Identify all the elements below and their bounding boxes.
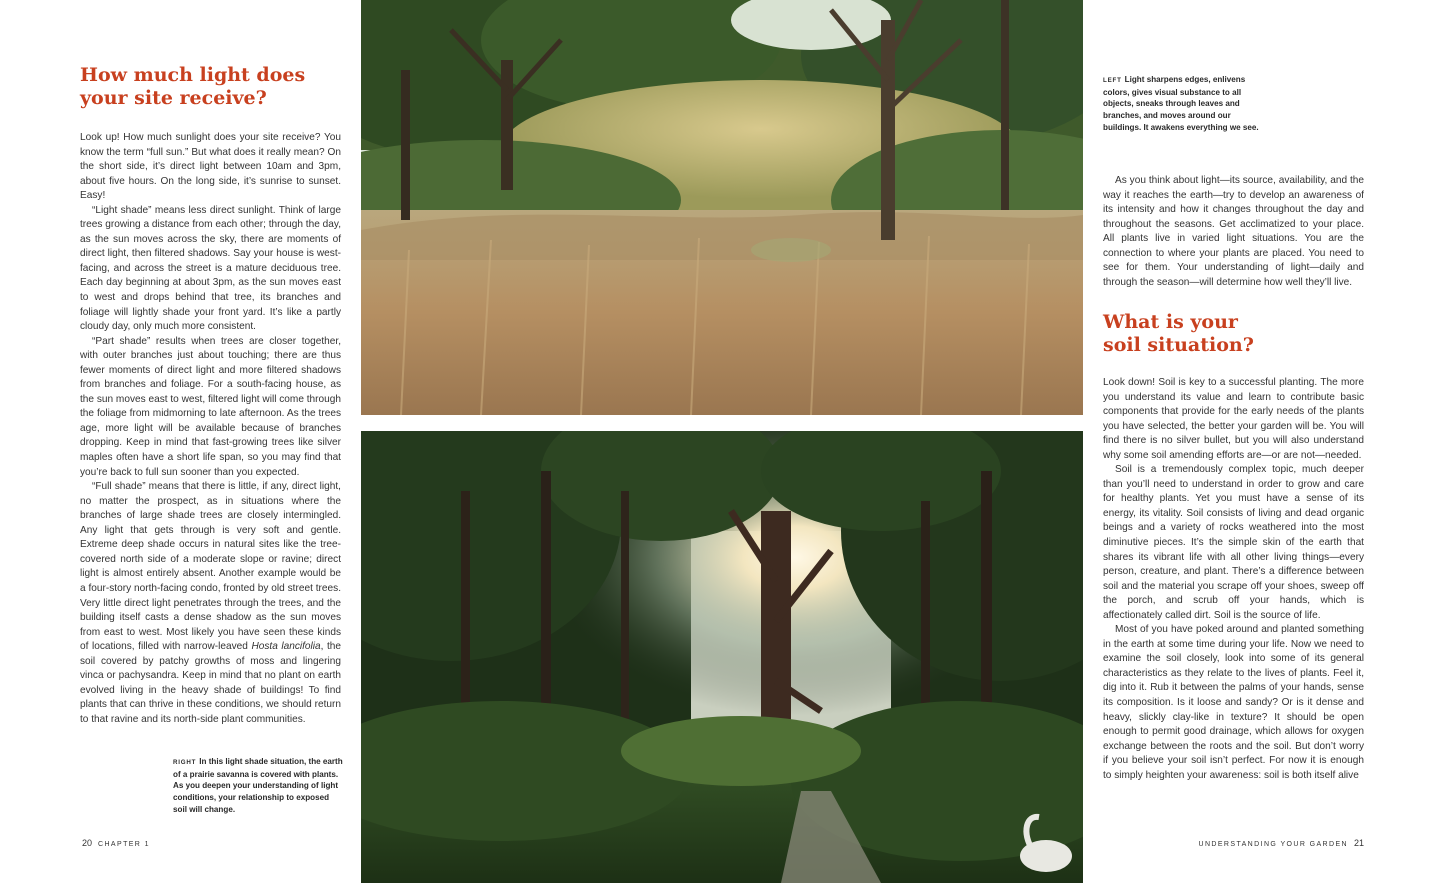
caption-direction-tag: LEFT — [1103, 77, 1122, 84]
woodland-sunlight-image — [361, 431, 1083, 883]
photo-caption-left — [1103, 74, 1263, 134]
prairie-savanna-photo — [361, 0, 1083, 415]
page-number: 20 — [82, 838, 93, 848]
photo-caption-right — [173, 756, 343, 816]
body-paragraph: Look down! Soil is key to a successful planting. The more you understand its value and learn to contribute basic components that provide for the early needs of the plants you have selected, the better your garden will be. You will find there is no silver bullet, but you will also understand why some soil amending efforts are—or are not—needed. — [1103, 377, 1364, 461]
body-paragraph: Soil is a tremendously complex topic, much deeper than you’ll need to understand in order to grow and care for healthy plants. Yet you must have a sense of its energy, its vitality. Soil consists of living and dead organic beings and a variety of rocks weathered into the most diminutive pieces. It’s the simple skin of the earth that shares its vibrant life with all other living things—every person, creature, and plant. There’s a difference between soil and the material you scrape off your shoes, sweep off the porch, and scrub off your hands, which is affectionately called dirt. Soil is the source of life. — [1103, 464, 1364, 621]
light-heading-line-2: your site receive? — [80, 87, 267, 109]
light-body — [80, 131, 341, 727]
photo-gutter — [361, 415, 1083, 431]
light-heading-line-1: How much light does — [80, 64, 306, 86]
light-closing-body — [1103, 174, 1364, 290]
body-paragraph: As you think about light—its source, availability, and the way it reaches the earth—try to develop an awareness of its intensity and how it changes throughout the day and throughout the seasons. Get acclimatized to your place. All plants live in varied light situations. You are the connection to where your plants are placed. You need to see for them. Your understanding of light—daily and through the season—will determine how well they’ll live. — [1103, 175, 1364, 288]
folio-left — [82, 838, 156, 848]
body-paragraph: Look up! How much sunlight does your site receive? You know the term “full sun.” But what does it really mean? On the short side, it’s direct light between 10am and 3pm, about five hours. On the long side, it’s sunrise to sunset. Easy! — [80, 132, 341, 202]
running-head: UNDERSTANDING YOUR GARDEN — [1198, 841, 1348, 848]
body-paragraph — [80, 480, 341, 727]
left-page — [0, 0, 360, 883]
body-paragraph: “Part shade” results when trees are closer together, with outer branches just about touching; there are thus fewer moments of direct light and more filtered shadows from branches and foliage. For a south-facing house, as the sun moves east to west, filtered light will come through the foliage from midmorning to late afternoon. As the trees age, more light will be available because of branches dropping. Keep in mind that fast-growing trees like silver maples often have a short life span, so you may find that you’re back to full sun sooner than you expected. — [80, 335, 341, 478]
plant-name-italic: Hosta lancifolia — [251, 641, 321, 653]
caption-direction-tag: RIGHT — [173, 759, 197, 766]
page-number: 21 — [1353, 838, 1364, 848]
soil-heading-line-2: soil situation? — [1103, 334, 1254, 356]
prairie-savanna-image — [361, 0, 1083, 415]
soil-body — [1103, 376, 1364, 783]
running-head: CHAPTER 1 — [98, 841, 150, 848]
soil-heading — [1103, 311, 1254, 357]
body-text-run: “Full shade” means that there is little, if any, direct light, no matter the prospect, as in situations where the branches of large shade trees are closely intermingled. Any light that gets through is very soft and gentle. Extreme deep shade occurs in natural sites like the tree-covered north side of a moderate slope or ravine; direct light is almost entirely absent. Another example would be a four-story north-facing condo, fronted by old street trees. Very little direct light penetrates through the trees, and the building itself casts a dense shadow as the sun moves from east to west. Most likely you have seen these kinds of locations, filled with narrow-leaved — [80, 481, 341, 653]
caption-text: Light sharpens edges, enlivens colors, gives visual substance to all objects, sneaks through leaves and branches, and moves around our buildings. It awakens everything we see. — [1103, 75, 1259, 132]
soil-heading-line-1: What is your — [1103, 311, 1238, 333]
body-paragraph: Most of you have poked around and planted something in the earth at some time during your life. Now we need to examine the soil closely, look into some of its general characteristics as they relate to the lives of plants. Feel it, dig into it. Rub it between the palms of your hands, sense its composition. Is it loose and sandy? Or is it dense and heavy, slickly clay-like in texture? It should be open enough to permit good drainage, which allows for oxygen exchange between the roots and the soil. But don’t worry if you believe your soil isn’t perfect. For now it is enough to simply heighten your awareness: soil is both itself alive — [1103, 624, 1364, 781]
folio-right — [1193, 838, 1365, 848]
right-page — [1084, 0, 1445, 883]
body-text-run: , the soil covered by patchy growths of moss and lingering vinca or pachysandra. Keep in mind that no plant on earth evolved living in the heavy shade of buildings! To find plants that can thrive in these conditions, we should return to that ravine and its north-side plant communities. — [80, 641, 342, 725]
caption-text: In this light shade situation, the earth of a prairie savanna is covered with plants. As you deepen your understanding of light conditions, your relationship to exposed soil will change. — [173, 757, 343, 814]
woodland-sunlight-photo — [361, 431, 1083, 883]
body-paragraph: “Light shade” means less direct sunlight. Think of large trees growing a distance from each other; through the day, as the sun moves across the sky, there are moments of direct light, then filtered shadows. Say your house is west-facing, and across the street is a mature deciduous tree. Each day beginning at about 3pm, as the sun moves east to west and drops behind that tree, its branches and foliage will lightly shade your front yard. It’s like a partly cloudy day, only much more consistent. — [80, 204, 341, 333]
light-heading — [80, 64, 305, 110]
